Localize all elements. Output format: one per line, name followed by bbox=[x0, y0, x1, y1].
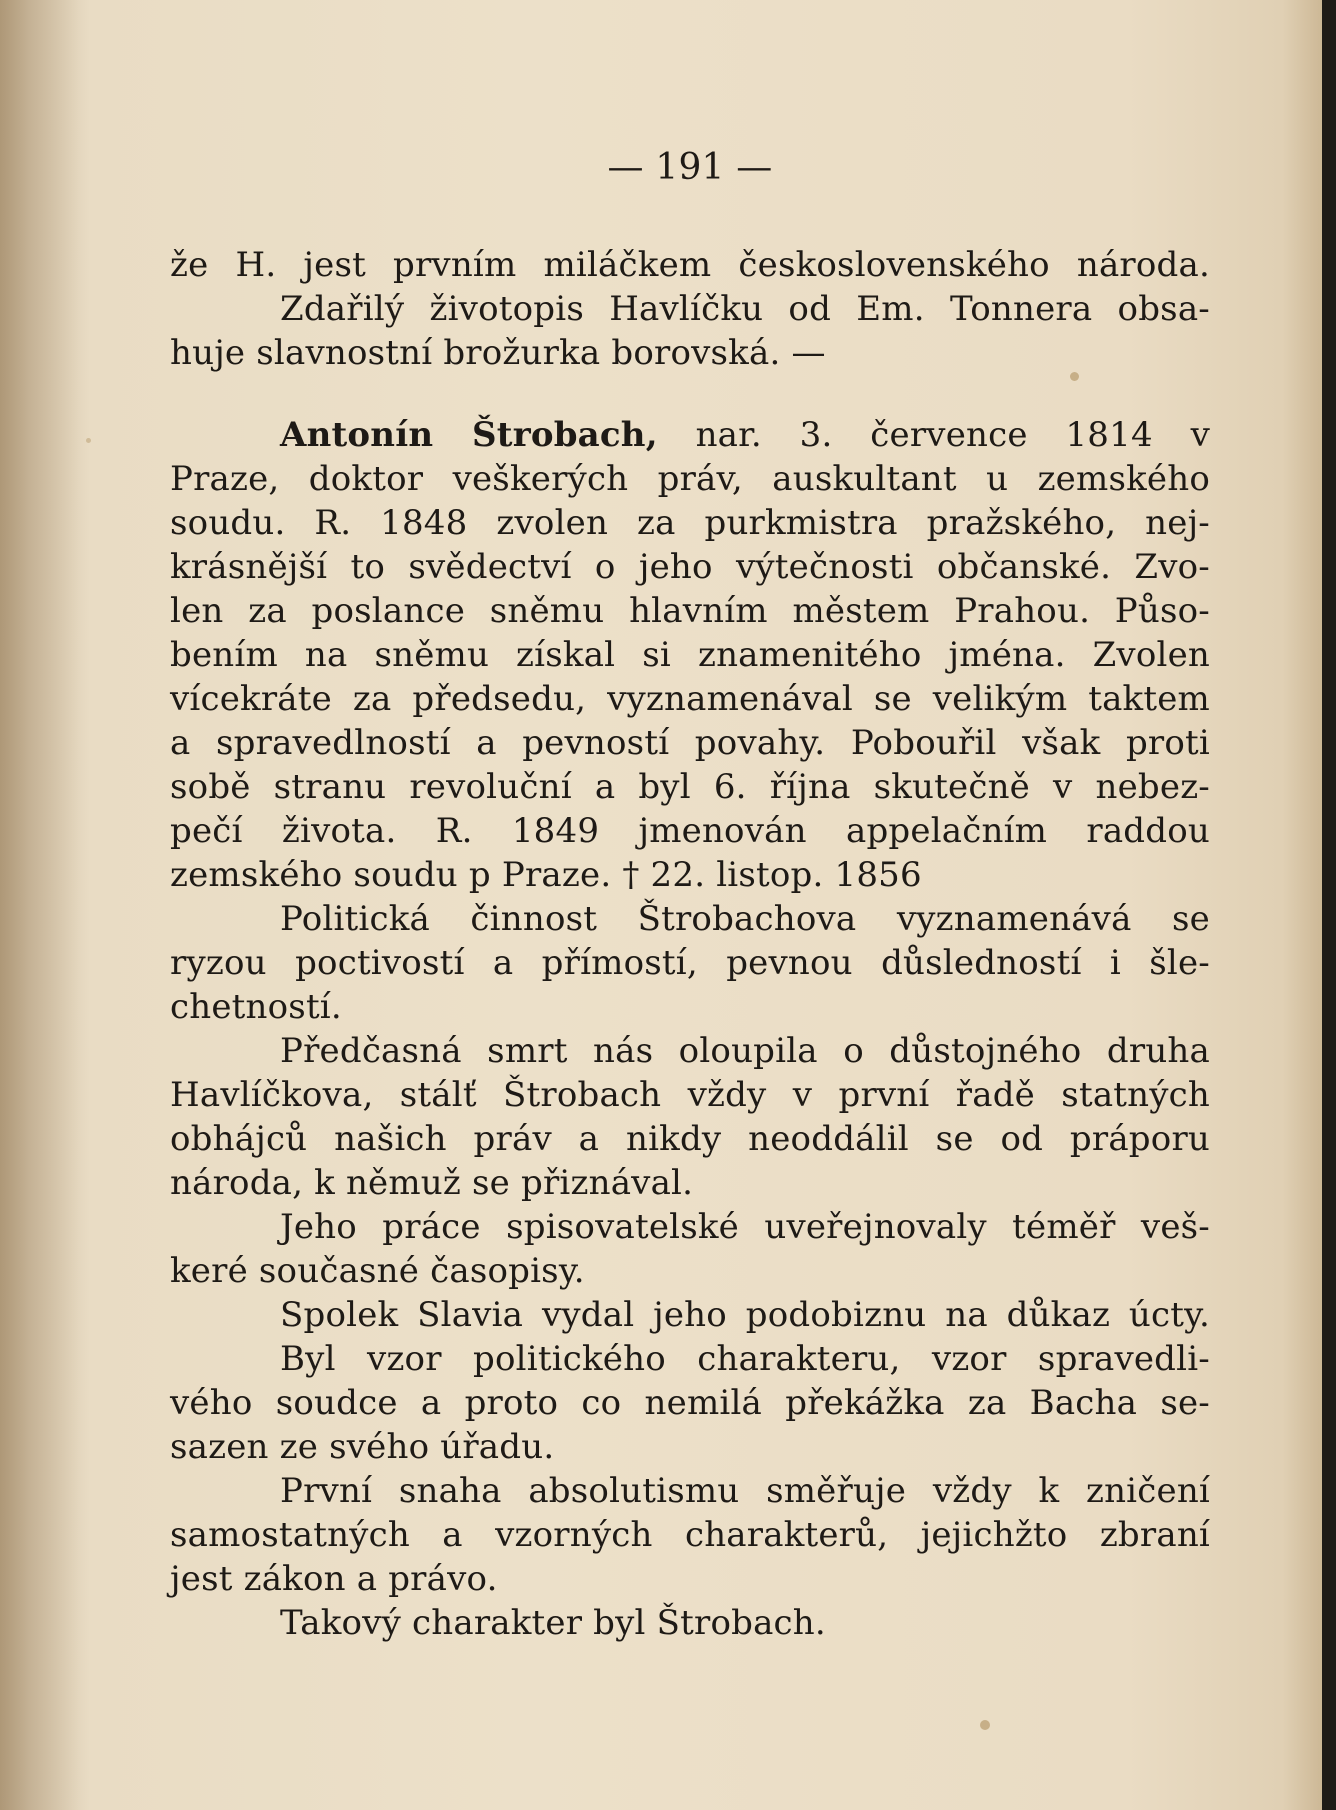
paper-speck bbox=[86, 438, 91, 443]
entry-birth-info: nar. 3. července 1814 v bbox=[657, 415, 1210, 455]
text-line-19: Havlíčkova, stálť Štrobach vždy v první řadě statných bbox=[170, 1075, 1210, 1115]
text-line-15: Politická činnost Štrobachova vyznamenává se bbox=[280, 899, 1210, 939]
entry-name: Antonín Štrobach, bbox=[280, 415, 658, 455]
text-line-24: Spolek Slavia vydal jeho podobiznu na důkaz úcty. bbox=[280, 1295, 1210, 1335]
text-line-22: Jeho práce spisovatelské uveřejnovaly téměř veš- bbox=[280, 1207, 1210, 1247]
text-line-29: samostatných a vzorných charakterů, jejichžto zbraní bbox=[170, 1515, 1210, 1555]
text-line-11: a spravedlností a pevností povahy. Pobouřil však proti bbox=[170, 723, 1210, 763]
text-line-30: jest zákon a právo. bbox=[170, 1559, 498, 1599]
text-line-9: bením na sněmu získal si znamenitého jména. Zvolen bbox=[170, 635, 1210, 675]
text-line-6: soudu. R. 1848 zvolen za purkmistra pražského, nej- bbox=[170, 503, 1210, 543]
text-line-27: sazen ze svého úřadu. bbox=[170, 1427, 555, 1467]
book-edge bbox=[1322, 0, 1336, 1810]
text-line-20: obhájců našich práv a nikdy neoddálil se od práporu bbox=[170, 1119, 1210, 1159]
text-line-10: vícekráte za předsedu, vyznamenával se velikým taktem bbox=[170, 679, 1210, 719]
text-line-26: vého soudce a proto co nemilá překážka za Bacha se- bbox=[170, 1383, 1210, 1423]
text-line-3: huje slavnostní brožurka borovská. — bbox=[170, 333, 826, 373]
text-line-8: len za poslance sněmu hlavním městem Prahou. Půso- bbox=[170, 591, 1210, 631]
spine-shadow bbox=[0, 0, 90, 1810]
text-line-21: národa, k němuž se přiznával. bbox=[170, 1163, 694, 1203]
text-line-13: pečí života. R. 1849 jmenován appelačním raddou bbox=[170, 811, 1210, 851]
text-line-7: krásnější to svědectví o jeho výtečnosti občanské. Zvo- bbox=[170, 547, 1210, 587]
entry-heading-line bbox=[280, 413, 1210, 457]
text-line-17: chetností. bbox=[170, 987, 342, 1027]
paper-speck bbox=[980, 1720, 990, 1730]
text-line-16: ryzou poctivostí a přímostí, pevnou důsledností i šle- bbox=[170, 943, 1210, 983]
page-number: — 191 — bbox=[607, 147, 773, 188]
paper-speck bbox=[1070, 372, 1079, 381]
text-line-25: Byl vzor politického charakteru, vzor spravedli- bbox=[280, 1339, 1210, 1379]
text-line-2: Zdařilý životopis Havlíčku od Em. Tonnera obsa- bbox=[280, 289, 1210, 329]
text-line-23: keré současné časopisy. bbox=[170, 1251, 585, 1291]
text-line-14: zemského soudu p Praze. † 22. listop. 1856 bbox=[170, 855, 922, 895]
text-line-5: Praze, doktor veškerých práv, auskultant u zemského bbox=[170, 459, 1210, 499]
text-line-31: Takový charakter byl Štrobach. bbox=[280, 1603, 826, 1643]
text-line-12: sobě stranu revoluční a byl 6. října skutečně v nebez- bbox=[170, 767, 1210, 807]
text-line-1: že H. jest prvním miláčkem československého národa. bbox=[170, 245, 1210, 285]
text-line-28: První snaha absolutismu směřuje vždy k zničení bbox=[280, 1471, 1210, 1511]
text-line-18: Předčasná smrt nás oloupila o důstojného druha bbox=[280, 1031, 1210, 1071]
